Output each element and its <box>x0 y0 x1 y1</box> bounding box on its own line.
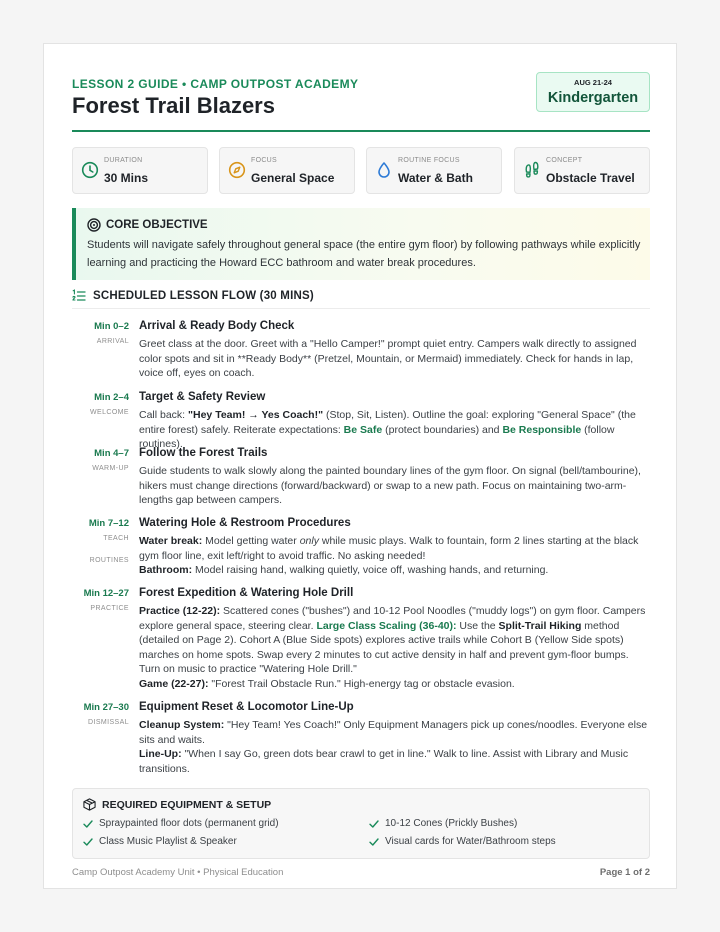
objective-text: Students will navigate safely throughout general space (the entire gym floor) by following pathways while explicitly learning and practicing the Howard ECC bathroom and water break procedures. <box>87 239 641 269</box>
block-time: Min 0–2 <box>94 321 129 332</box>
block-time: Min 12–27 <box>83 588 129 599</box>
date-grade-badge <box>536 72 650 112</box>
block-phase: WELCOME <box>90 409 129 416</box>
block-time: Min 4–7 <box>94 448 129 459</box>
card-value: General Space <box>251 171 335 185</box>
card-value: 30 Mins <box>104 171 149 185</box>
block-title: Equipment Reset & Locomotor Line-Up <box>139 701 354 713</box>
compass-icon <box>228 161 246 179</box>
block-title: Target & Safety Review <box>139 391 266 403</box>
block-title: Watering Hole & Restroom Procedures <box>139 517 351 529</box>
block-title: Forest Expedition & Watering Hole Drill <box>139 587 354 599</box>
equipment-item <box>369 818 517 829</box>
date-label: AUG 21-24 <box>574 78 612 87</box>
card-duration <box>72 147 208 194</box>
card-label: DURATION <box>104 157 143 164</box>
page-title: Forest Trail Blazers <box>72 93 275 118</box>
card-label: CONCEPT <box>546 157 583 164</box>
card-value: Water & Bath <box>398 171 473 185</box>
block-description: Practice (12-22): Scattered cones ("bushes") and 10-12 Pool Noodles ("muddy logs") on gym floor. Campers explore general space, steering clear. Large Class Scaling (36-40): Use the Split-Trail Hiking method (detailed on Page 2). Cohort A (Blue Side spots) explores active trails while Cohort B (Yellow Side spots) marches on home spots. Swap every 2 minutes to cut active density in half and prevent gym-floor bumps. Turn on music to practice "Watering Hole Drill." Game (22-27): "Forest Trail Obstacle Run." High-energy tag or obstacle evasion. <box>139 605 646 690</box>
block-description: Cleanup System: "Hey Team! Yes Coach!" Only Equipment Managers pick up cones/noodles. Everyone else sits and waits. Line-Up: "When I say Go, green dots bear crawl to get in line." Walk to line. Assist with Library and Music transitions. <box>139 719 648 775</box>
objective-heading <box>87 218 208 232</box>
header-divider <box>72 130 650 132</box>
check-icon <box>369 837 379 847</box>
box-icon <box>83 798 96 811</box>
equipment-item <box>83 836 237 847</box>
block-phase: TEACH <box>103 535 129 542</box>
block-time: Min 2–4 <box>94 392 129 403</box>
droplet-icon <box>375 161 393 179</box>
card-label: FOCUS <box>251 157 277 164</box>
block-time: Min 27–30 <box>83 702 129 713</box>
block-phase: ROUTINES <box>89 557 129 564</box>
footer-page-number: Page 1 of 2 <box>599 867 650 878</box>
check-icon <box>83 837 93 847</box>
card-routine <box>366 147 502 194</box>
schedule-heading-text: SCHEDULED LESSON FLOW (30 MINS) <box>93 290 314 302</box>
block-description: Greet class at the door. Greet with a "Hello Camper!" prompt quiet entry. Campers walk directly to assigned color spots and sit in **Ready Body** (Pretzel, Mountain, or Mermaid) immediately. Check for hands in lap, voice off, eyes on coach. <box>139 338 637 379</box>
block-time: Min 7–12 <box>88 518 129 529</box>
objective-heading-text: CORE OBJECTIVE <box>106 219 208 231</box>
footprints-icon <box>523 161 541 179</box>
stat-cards <box>72 147 650 194</box>
card-concept <box>514 147 650 194</box>
schedule-heading <box>72 289 650 303</box>
equipment-item-label: Visual cards for Water/Bathroom steps <box>385 836 556 847</box>
footer-unit: Camp Outpost Academy Unit • Physical Education <box>72 867 284 878</box>
equipment-heading-text: REQUIRED EQUIPMENT & SETUP <box>102 798 272 811</box>
block-phase: ARRIVAL <box>96 338 129 345</box>
equipment-item <box>83 818 279 829</box>
core-objective-callout <box>72 208 650 280</box>
check-icon <box>83 819 93 829</box>
equipment-item <box>369 836 556 847</box>
block-phase: DISMISSAL <box>88 719 129 726</box>
block-description: Call back: "Hey Team! → Yes Coach!" (Stop, Sit, Listen). Outline the goal: exploring "General Space" (the entire forest) safely. Reiterate expectations: Be Safe (protect boundaries) and Be Responsible (follow routines). <box>139 409 636 450</box>
card-focus <box>219 147 355 194</box>
equipment-item-label: 10-12 Cones (Prickly Bushes) <box>385 818 518 829</box>
clock-icon <box>81 161 99 179</box>
schedule-divider <box>72 308 650 309</box>
equipment-item-label: Spraypainted floor dots (permanent grid) <box>99 818 279 829</box>
card-label: ROUTINE FOCUS <box>398 157 460 164</box>
grade-label: Kindergarten <box>547 90 639 106</box>
block-description: Water break: Model getting water only while music plays. Walk to fountain, form 2 lines starting at the black gym floor line, exit left/right to avoid traffic. No asking needed! Bathroom: Model raising hand, walking quietly, voice off, washing hands, and returning. <box>139 535 639 576</box>
block-title: Arrival & Ready Body Check <box>139 320 295 332</box>
equipment-panel <box>72 788 650 859</box>
numbered-list-icon <box>72 289 86 303</box>
block-description: Guide students to walk slowly along the painted boundary lines of the gym floor. On signal (bell/tambourine), hikers must change directions (forward/backward) or swap to a new path. Focus on maintaining two-arm-lengths gap between campers. <box>139 465 641 506</box>
equipment-heading <box>83 798 271 811</box>
target-icon <box>87 218 101 232</box>
check-icon <box>369 819 379 829</box>
lesson-page <box>43 43 677 889</box>
eyebrow-label: LESSON 2 GUIDE • CAMP OUTPOST ACADEMY <box>72 77 359 91</box>
block-phase: PRACTICE <box>90 605 129 612</box>
equipment-item-label: Class Music Playlist & Speaker <box>99 836 237 847</box>
block-title: Follow the Forest Trails <box>139 447 268 459</box>
block-phase: WARM-UP <box>92 465 129 472</box>
card-value: Obstacle Travel <box>546 171 635 185</box>
